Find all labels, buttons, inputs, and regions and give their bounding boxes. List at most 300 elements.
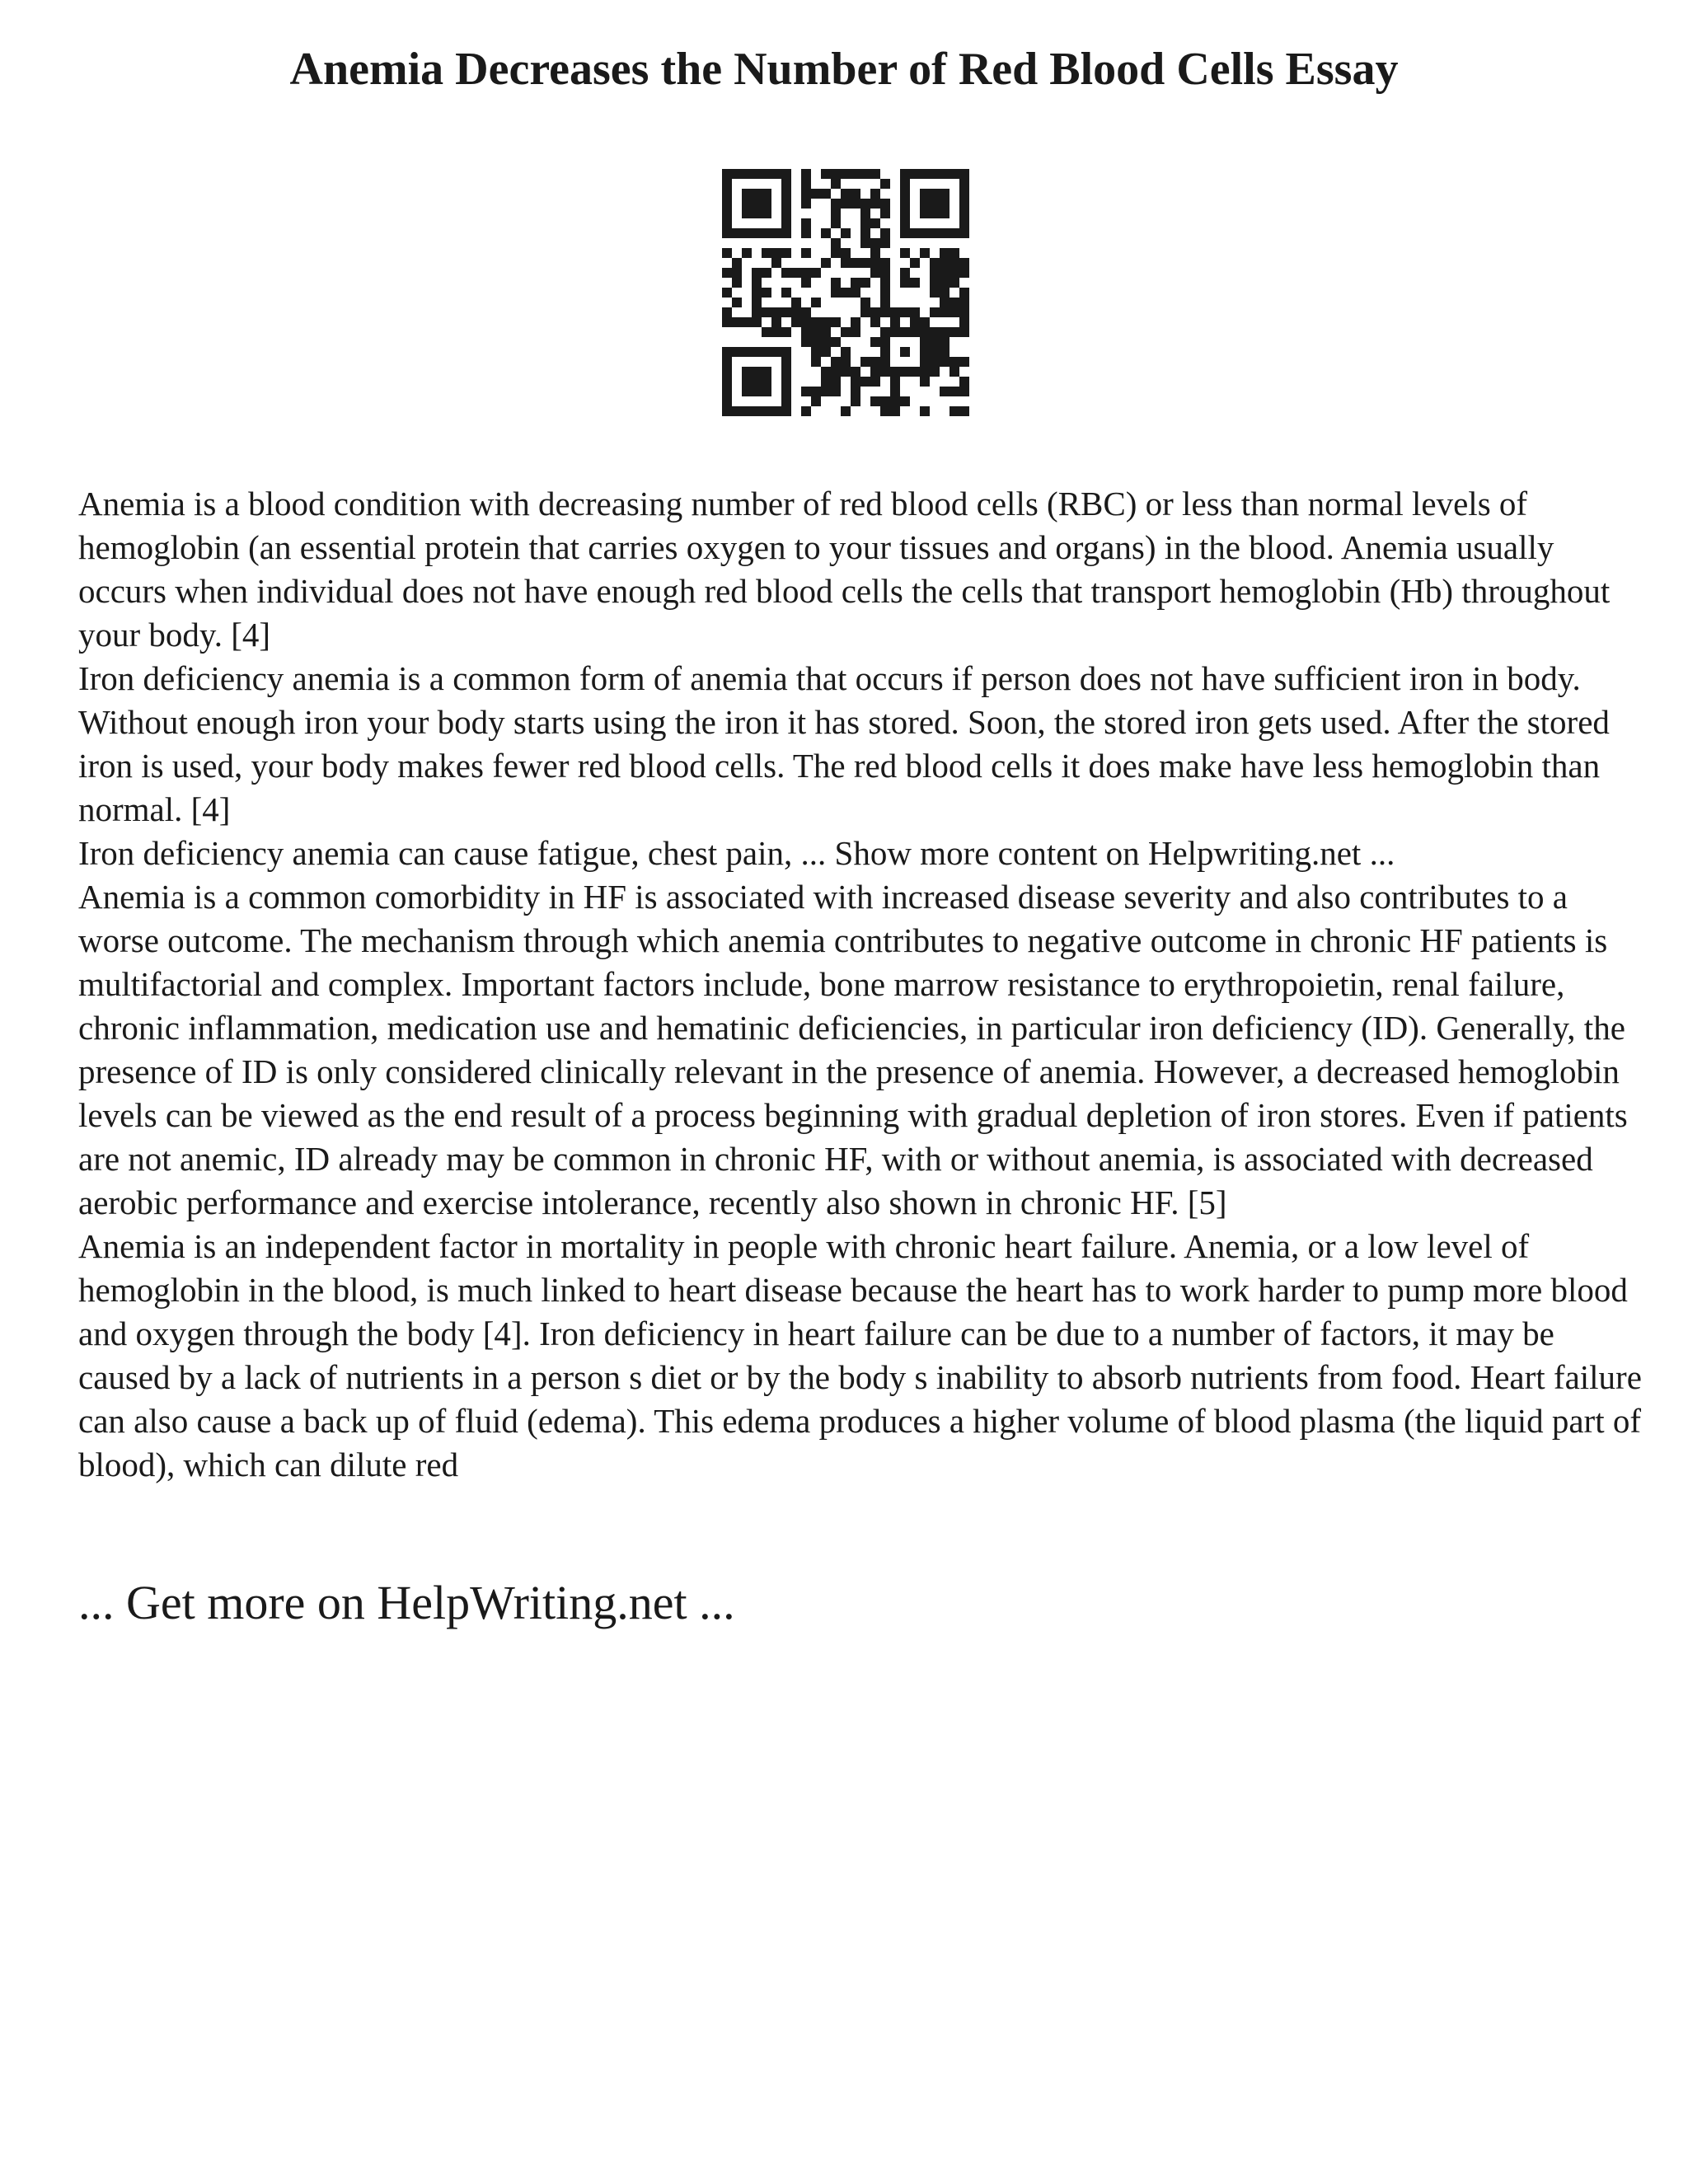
qr-module bbox=[752, 367, 762, 377]
qr-module bbox=[910, 258, 920, 268]
qr-module bbox=[959, 268, 969, 278]
qr-module bbox=[781, 357, 791, 367]
qr-module bbox=[959, 189, 969, 199]
qr-module bbox=[940, 189, 950, 199]
qr-module bbox=[940, 298, 950, 307]
qr-module bbox=[860, 377, 870, 387]
qr-module bbox=[870, 268, 880, 278]
qr-module bbox=[781, 347, 791, 357]
qr-module bbox=[801, 317, 811, 327]
qr-module bbox=[801, 169, 811, 179]
qr-module bbox=[771, 347, 781, 357]
qr-module bbox=[920, 337, 930, 347]
qr-module bbox=[910, 307, 920, 317]
qr-module bbox=[771, 307, 781, 317]
qr-module bbox=[880, 307, 890, 317]
qr-module bbox=[831, 317, 841, 327]
qr-module bbox=[762, 307, 771, 317]
qr-module bbox=[950, 258, 959, 268]
qr-module bbox=[851, 317, 860, 327]
qr-module bbox=[900, 278, 910, 288]
qr-module bbox=[762, 288, 771, 298]
qr-module bbox=[742, 209, 752, 218]
qr-module bbox=[841, 347, 851, 357]
qr-module bbox=[752, 278, 762, 288]
qr-module bbox=[920, 357, 930, 367]
qr-module bbox=[930, 307, 940, 317]
qr-module bbox=[801, 337, 811, 347]
qr-module bbox=[940, 268, 950, 278]
qr-module bbox=[752, 288, 762, 298]
qr-module bbox=[801, 387, 811, 396]
qr-module bbox=[722, 209, 732, 218]
qr-module bbox=[851, 377, 860, 387]
qr-module bbox=[781, 179, 791, 189]
qr-module bbox=[940, 278, 950, 288]
qr-module bbox=[821, 327, 831, 337]
qr-module bbox=[831, 169, 841, 179]
qr-module bbox=[781, 169, 791, 179]
qr-module bbox=[722, 288, 732, 298]
qr-module bbox=[959, 387, 969, 396]
qr-module bbox=[880, 367, 890, 377]
qr-module bbox=[831, 288, 841, 298]
qr-module bbox=[930, 228, 940, 238]
qr-module bbox=[900, 209, 910, 218]
qr-module bbox=[762, 347, 771, 357]
qr-module bbox=[880, 357, 890, 367]
qr-module bbox=[801, 218, 811, 228]
qr-module bbox=[771, 228, 781, 238]
qr-module bbox=[851, 189, 860, 199]
qr-module bbox=[841, 248, 851, 258]
qr-module bbox=[732, 169, 742, 179]
qr-module bbox=[762, 387, 771, 396]
qr-module bbox=[930, 278, 940, 288]
qr-module bbox=[831, 199, 841, 209]
qr-module bbox=[950, 327, 959, 337]
qr-module bbox=[940, 307, 950, 317]
qr-module bbox=[831, 238, 841, 248]
qr-module bbox=[762, 268, 771, 278]
qr-module bbox=[950, 307, 959, 317]
qr-module bbox=[940, 258, 950, 268]
qr-module bbox=[870, 337, 880, 347]
qr-module bbox=[841, 367, 851, 377]
qr-module bbox=[821, 347, 831, 357]
qr-module bbox=[752, 209, 762, 218]
qr-module bbox=[742, 406, 752, 416]
qr-module bbox=[860, 199, 870, 209]
qr-module bbox=[870, 238, 880, 248]
qr-module bbox=[880, 337, 890, 347]
qr-module bbox=[959, 357, 969, 367]
qr-module bbox=[900, 347, 910, 357]
qr-module bbox=[920, 317, 930, 327]
qr-module bbox=[900, 199, 910, 209]
qr-module bbox=[831, 209, 841, 218]
qr-module bbox=[930, 258, 940, 268]
qr-module bbox=[860, 307, 870, 317]
qr-module bbox=[811, 396, 821, 406]
qr-module bbox=[841, 288, 851, 298]
qr-module bbox=[762, 327, 771, 337]
qr-module bbox=[752, 406, 762, 416]
qr-module bbox=[841, 189, 851, 199]
qr-module bbox=[791, 317, 801, 327]
qr-module bbox=[781, 199, 791, 209]
qr-module bbox=[900, 396, 910, 406]
qr-module bbox=[870, 199, 880, 209]
qr-module bbox=[950, 169, 959, 179]
qr-module bbox=[870, 169, 880, 179]
qr-module bbox=[762, 228, 771, 238]
qr-module bbox=[762, 367, 771, 377]
qr-module bbox=[742, 347, 752, 357]
qr-module bbox=[841, 357, 851, 367]
qr-module bbox=[811, 347, 821, 357]
qr-module bbox=[890, 367, 900, 377]
qr-module bbox=[880, 238, 890, 248]
qr-module bbox=[880, 278, 890, 288]
qr-module bbox=[870, 367, 880, 377]
qr-module bbox=[771, 327, 781, 337]
qr-module bbox=[890, 387, 900, 396]
page-title: Anemia Decreases the Number of Red Blood Cells Essay bbox=[289, 44, 1399, 95]
qr-module bbox=[900, 169, 910, 179]
qr-module bbox=[920, 248, 930, 258]
qr-module bbox=[940, 288, 950, 298]
qr-module bbox=[851, 288, 860, 298]
qr-module bbox=[752, 317, 762, 327]
qr-module bbox=[762, 169, 771, 179]
qr-module bbox=[851, 327, 860, 337]
qr-module bbox=[811, 327, 821, 337]
qr-module bbox=[771, 169, 781, 179]
qr-module bbox=[762, 248, 771, 258]
qr-module bbox=[722, 387, 732, 396]
qr-module bbox=[752, 387, 762, 396]
qr-module bbox=[742, 367, 752, 377]
qr-module bbox=[742, 189, 752, 199]
qr-module bbox=[860, 218, 870, 228]
qr-module bbox=[940, 357, 950, 367]
qr-module bbox=[890, 307, 900, 317]
qr-module bbox=[860, 228, 870, 238]
qr-module bbox=[880, 288, 890, 298]
qr-module bbox=[821, 228, 831, 238]
qr-module bbox=[860, 209, 870, 218]
qr-module bbox=[791, 268, 801, 278]
qr-module bbox=[920, 199, 930, 209]
qr-module bbox=[880, 268, 890, 278]
qr-module bbox=[831, 357, 841, 367]
qr-module bbox=[801, 228, 811, 238]
essay-paragraph: Anemia is an independent factor in mortality in people with chronic heart failure. Anemia, or a low level of hemoglobin in the blood, is much linked to heart disease because the heart has to work harder to pump more blood and oxygen through the body [4]. Iron deficiency in heart failure can be due to a number of factors, it may be caused by a lack of nutrients in a person s diet or by the body s inability to absorb nutrients from food. Heart failure can also cause a back up of fluid (edema). This edema produces a higher volume of blood plasma (the liquid part of blood), which can dilute red bbox=[78, 1227, 1642, 1483]
qr-module bbox=[880, 179, 890, 189]
qr-module bbox=[900, 228, 910, 238]
qr-module bbox=[940, 387, 950, 396]
qr-module bbox=[950, 298, 959, 307]
qr-module bbox=[851, 278, 860, 288]
qr-module bbox=[742, 377, 752, 387]
qr-module bbox=[851, 387, 860, 396]
qr-module bbox=[811, 337, 821, 347]
qr-module bbox=[811, 387, 821, 396]
qr-module bbox=[930, 327, 940, 337]
qr-module bbox=[752, 307, 762, 317]
qr-module bbox=[910, 278, 920, 288]
qr-module bbox=[959, 317, 969, 327]
qr-module bbox=[752, 347, 762, 357]
qr-module bbox=[752, 377, 762, 387]
qr-module bbox=[801, 179, 811, 189]
qr-module bbox=[831, 377, 841, 387]
qr-module bbox=[910, 327, 920, 337]
qr-module bbox=[940, 248, 950, 258]
qr-module bbox=[762, 377, 771, 387]
qr-module bbox=[940, 337, 950, 347]
qr-module bbox=[801, 248, 811, 258]
qr-module bbox=[821, 317, 831, 327]
qr-module bbox=[880, 298, 890, 307]
qr-module bbox=[860, 278, 870, 288]
qr-module bbox=[959, 406, 969, 416]
qr-module bbox=[821, 169, 831, 179]
qr-module bbox=[890, 317, 900, 327]
qr-module bbox=[900, 248, 910, 258]
qr-module bbox=[781, 209, 791, 218]
qr-module bbox=[870, 258, 880, 268]
qr-module bbox=[781, 288, 791, 298]
qr-module bbox=[752, 298, 762, 307]
qr-module bbox=[831, 387, 841, 396]
qr-module bbox=[880, 396, 890, 406]
qr-module bbox=[732, 268, 742, 278]
qr-module bbox=[722, 199, 732, 209]
qr-module bbox=[831, 367, 841, 377]
qr-module bbox=[870, 357, 880, 367]
qr-module bbox=[831, 337, 841, 347]
qr-module bbox=[890, 396, 900, 406]
qr-module bbox=[722, 377, 732, 387]
qr-module bbox=[801, 406, 811, 416]
qr-module bbox=[722, 218, 732, 228]
qr-module bbox=[722, 347, 732, 357]
qr-module bbox=[831, 179, 841, 189]
qr-module bbox=[930, 357, 940, 367]
qr-module bbox=[841, 258, 851, 268]
qr-module bbox=[732, 278, 742, 288]
qr-module bbox=[900, 327, 910, 337]
qr-module bbox=[930, 199, 940, 209]
qr-module bbox=[851, 396, 860, 406]
qr-module bbox=[722, 406, 732, 416]
qr-module bbox=[781, 387, 791, 396]
qr-module bbox=[841, 169, 851, 179]
qr-module bbox=[752, 169, 762, 179]
qr-module bbox=[732, 317, 742, 327]
qr-module bbox=[851, 169, 860, 179]
qr-module bbox=[959, 327, 969, 337]
qr-module bbox=[801, 268, 811, 278]
qr-module bbox=[752, 228, 762, 238]
qr-module bbox=[821, 189, 831, 199]
qr-module bbox=[742, 228, 752, 238]
qr-module bbox=[771, 406, 781, 416]
qr-module bbox=[821, 377, 831, 387]
qr-module bbox=[841, 199, 851, 209]
qr-module bbox=[880, 199, 890, 209]
qr-module bbox=[781, 377, 791, 387]
qr-module bbox=[959, 199, 969, 209]
qr-module bbox=[722, 357, 732, 367]
qr-module bbox=[851, 199, 860, 209]
qr-module bbox=[959, 209, 969, 218]
qr-module bbox=[722, 169, 732, 179]
qr-module bbox=[811, 189, 821, 199]
qr-module bbox=[771, 317, 781, 327]
qr-module bbox=[930, 288, 940, 298]
qr-module bbox=[801, 199, 811, 209]
qr-module bbox=[781, 327, 791, 337]
qr-module bbox=[771, 258, 781, 268]
qr-module bbox=[920, 228, 930, 238]
qr-module bbox=[959, 228, 969, 238]
qr-module bbox=[742, 387, 752, 396]
qr-module bbox=[762, 189, 771, 199]
qr-module bbox=[930, 189, 940, 199]
qr-module bbox=[880, 406, 890, 416]
qr-module bbox=[762, 199, 771, 209]
qr-module bbox=[860, 357, 870, 367]
qr-module bbox=[821, 258, 831, 268]
qr-module bbox=[959, 377, 969, 387]
qr-module bbox=[860, 238, 870, 248]
qr-module bbox=[771, 248, 781, 258]
qr-module bbox=[870, 317, 880, 327]
qr-module bbox=[781, 307, 791, 317]
qr-module bbox=[811, 357, 821, 367]
qr-module bbox=[930, 209, 940, 218]
qr-module bbox=[930, 169, 940, 179]
qr-module bbox=[940, 199, 950, 209]
qr-module bbox=[722, 307, 732, 317]
qr-module bbox=[910, 317, 920, 327]
qr-module bbox=[950, 248, 959, 258]
qr-module bbox=[860, 169, 870, 179]
qr-module bbox=[860, 298, 870, 307]
qr-module bbox=[801, 278, 811, 288]
qr-module bbox=[910, 169, 920, 179]
qr-module bbox=[841, 406, 851, 416]
qr-module bbox=[791, 298, 801, 307]
qr-module bbox=[801, 189, 811, 199]
qr-module bbox=[920, 189, 930, 199]
qr-module bbox=[940, 228, 950, 238]
qr-module bbox=[880, 327, 890, 337]
qr-code-icon bbox=[722, 169, 969, 416]
qr-module bbox=[781, 218, 791, 228]
qr-module bbox=[890, 406, 900, 416]
qr-module bbox=[742, 317, 752, 327]
qr-module bbox=[722, 396, 732, 406]
qr-module bbox=[841, 327, 851, 337]
qr-module bbox=[950, 228, 959, 238]
qr-module bbox=[900, 268, 910, 278]
qr-module bbox=[900, 307, 910, 317]
qr-module bbox=[900, 218, 910, 228]
qr-module bbox=[752, 189, 762, 199]
essay-body bbox=[78, 482, 1644, 1487]
qr-module bbox=[860, 258, 870, 268]
essay-paragraph: Anemia is a common comorbidity in HF is associated with increased disease severity and also contributes to a worse outcome. The mechanism through which anemia contributes to negative outcome in chronic HF patients is multifactorial and complex. Important factors include, bone marrow resistance to erythropoietin, renal failure, chronic inflammation, medication use and hematinic deficiencies, in particular iron deficiency (ID). Generally, the presence of ID is only considered clinically relevant in the presence of anemia. However, a decreased hemoglobin levels can be viewed as the end result of a process beginning with gradual depletion of iron stores. Even if patients are not anemic, ID already may be common in chronic HF, with or without anemia, is associated with decreased aerobic performance and exercise intolerance, recently also shown in chronic HF. [5] bbox=[78, 878, 1628, 1221]
qr-module bbox=[950, 406, 959, 416]
qr-module bbox=[781, 189, 791, 199]
qr-module bbox=[722, 179, 732, 189]
qr-module bbox=[742, 169, 752, 179]
qr-module bbox=[950, 387, 959, 396]
qr-module bbox=[732, 258, 742, 268]
qr-module bbox=[781, 228, 791, 238]
qr-module bbox=[959, 218, 969, 228]
qr-module bbox=[940, 169, 950, 179]
qr-module bbox=[791, 307, 801, 317]
qr-module bbox=[781, 406, 791, 416]
qr-module bbox=[950, 357, 959, 367]
qr-module bbox=[732, 347, 742, 357]
qr-module bbox=[722, 367, 732, 377]
qr-module bbox=[950, 367, 959, 377]
qr-module bbox=[851, 258, 860, 268]
qr-module bbox=[781, 248, 791, 258]
qr-module bbox=[762, 209, 771, 218]
qr-module bbox=[910, 228, 920, 238]
qr-module bbox=[752, 268, 762, 278]
qr-module bbox=[870, 218, 880, 228]
essay-paragraph: Anemia is a blood condition with decreasing number of red blood cells (RBC) or less than normal levels of hemoglobin (an essential protein that carries oxygen to your tissues and organs) in the blood. Anemia usually occurs when individual does not have enough red blood cells the cells that transport hemoglobin (Hb) throughout your body. [4] bbox=[78, 485, 1611, 654]
qr-module bbox=[831, 218, 841, 228]
qr-module bbox=[959, 258, 969, 268]
qr-module bbox=[950, 268, 959, 278]
qr-module bbox=[920, 209, 930, 218]
qr-module bbox=[870, 396, 880, 406]
qr-module bbox=[841, 228, 851, 238]
qr-module bbox=[781, 268, 791, 278]
qr-module bbox=[821, 367, 831, 377]
qr-module bbox=[781, 367, 791, 377]
qr-module bbox=[920, 347, 930, 357]
qr-module bbox=[920, 406, 930, 416]
qr-module bbox=[811, 268, 821, 278]
qr-module bbox=[890, 327, 900, 337]
qr-module bbox=[801, 327, 811, 337]
qr-module bbox=[880, 258, 890, 268]
qr-module bbox=[801, 307, 811, 317]
qr-module bbox=[870, 307, 880, 317]
get-more-link[interactable]: ... Get more on HelpWriting.net ... bbox=[78, 1576, 735, 1629]
qr-module bbox=[920, 169, 930, 179]
qr-module bbox=[930, 268, 940, 278]
qr-module bbox=[900, 189, 910, 199]
qr-module bbox=[880, 209, 890, 218]
qr-module bbox=[851, 367, 860, 377]
qr-module bbox=[732, 228, 742, 238]
qr-module bbox=[870, 189, 880, 199]
qr-module bbox=[742, 199, 752, 209]
qr-module bbox=[940, 209, 950, 218]
essay-paragraph: Iron deficiency anemia can cause fatigue, chest pain, ... Show more content on Helpwriting.net ... bbox=[78, 834, 1395, 872]
